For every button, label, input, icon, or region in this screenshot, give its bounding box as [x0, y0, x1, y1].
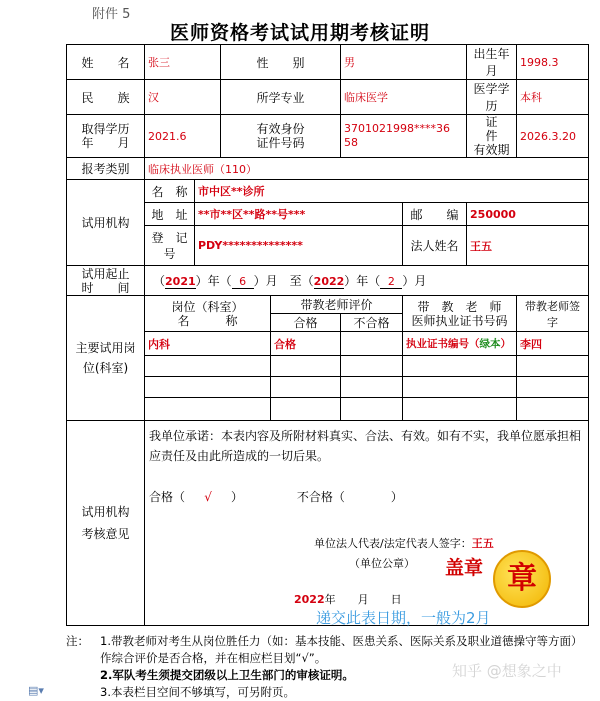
inst-name-label: 名 称	[145, 180, 195, 203]
major-label: 所学专业	[221, 80, 341, 115]
degree-date-label	[67, 115, 145, 158]
fail-cell	[341, 398, 403, 421]
period-label-1: 试用起止	[81, 266, 130, 281]
opinion-label-2: 考核意见	[81, 527, 130, 541]
start-month: 6	[232, 275, 254, 289]
cert-green: 绿本	[479, 338, 501, 350]
positions-label: 主要试用岗位(科室)	[67, 296, 145, 421]
cert-header-2: 医师执业证书号码	[411, 313, 508, 328]
verdict-row	[149, 488, 584, 505]
dept-cell	[145, 398, 271, 421]
name-value: 张三	[145, 45, 221, 80]
pass-cell	[271, 377, 341, 398]
period-sep-1: ）年（	[195, 274, 232, 288]
valid-value: 2026.3.20	[517, 115, 589, 158]
degree-date-label-2: 年 月	[81, 136, 130, 150]
valid-label-2: 有效期	[473, 143, 510, 157]
postcode-value: 250000	[467, 203, 589, 226]
note-3: 3.本表栏目空间不够填写，可另附页。	[100, 685, 295, 699]
cert-header-1: 带 教 老 师	[417, 299, 502, 314]
note-2: 2.军队考生须提交团级以上卫生部门的审核证明。	[100, 668, 354, 682]
pass-close: ）	[231, 490, 244, 504]
period-value	[145, 266, 589, 296]
sign-cell	[517, 356, 589, 377]
pass-cell: 合格	[271, 332, 341, 356]
cert-prefix: 执业证书编号（	[406, 338, 480, 350]
fail-header: 不合格	[341, 314, 403, 332]
exam-type-value: 临床执业医师（110）	[145, 158, 589, 180]
rep-sign-row	[149, 535, 584, 551]
seal-label: （单位公章）	[349, 557, 415, 570]
fail-cell	[341, 377, 403, 398]
table-row	[67, 377, 589, 398]
exam-type-label: 报考类别	[67, 158, 145, 180]
cert-cell	[403, 398, 517, 421]
rep-sign-label: 单位法人代表/法定代表人签字：	[314, 537, 472, 550]
id-label-2: 证件号码	[256, 136, 305, 150]
opinion-date-rest: 年 月 日	[324, 593, 402, 606]
id-value	[341, 115, 467, 158]
valid-label	[467, 115, 522, 158]
sign-cell: 李四	[517, 332, 589, 356]
period-sep-2: ）月 至（	[253, 274, 314, 288]
pass-header: 合格	[271, 314, 341, 332]
table-row	[67, 356, 589, 377]
page-title: 医师资格考试试用期考核证明	[169, 22, 430, 44]
opinion-label	[67, 421, 145, 626]
fail-cell	[341, 356, 403, 377]
major-value: 临床医学	[341, 80, 467, 115]
postcode-label: 邮 编	[403, 203, 467, 226]
institution-label: 试用机构	[67, 180, 145, 266]
fail-option-label: 不合格（	[296, 490, 345, 504]
sign-cell	[517, 398, 589, 421]
degree-date-value: 2021.6	[145, 115, 221, 158]
name-label: 姓 名	[67, 45, 145, 80]
document-icon: ▤▾	[28, 684, 44, 697]
cert-cell	[403, 377, 517, 398]
reg-label-1: 登 记	[151, 230, 188, 245]
valid-label-1: 证 件	[485, 115, 522, 143]
watermark-text: 知乎 @想象之中	[452, 662, 562, 680]
reg-label-2: 号	[163, 246, 176, 261]
fail-close: ）	[390, 490, 403, 504]
pledge-text: 我单位承诺：本表内容及所附材料真实、合法、有效。如有不实，我单位愿承担相应责任及由此所造成的一切后果。	[149, 429, 582, 463]
id-value-2: 58	[344, 136, 359, 149]
dept-header-2: 名 称	[177, 313, 238, 328]
submission-date-note: 递交此表日期，一般为2月	[316, 609, 491, 627]
sign-header: 带教老师签字	[517, 296, 589, 332]
inst-addr-value: **市**区**路**号***	[195, 203, 403, 226]
inst-addr-label: 地 址	[145, 203, 195, 226]
id-label	[221, 115, 341, 158]
period-open: （	[153, 274, 166, 288]
period-sep-4: ）月	[402, 274, 427, 288]
ethnic-label: 民 族	[67, 80, 145, 115]
annex-label: 附件 5	[92, 7, 131, 22]
dept-header-1: 岗位（科室）	[171, 299, 244, 314]
start-year: 2021	[165, 275, 196, 288]
dept-cell	[145, 377, 271, 398]
pass-cell	[271, 356, 341, 377]
cert-header	[403, 296, 517, 332]
period-sep-3: ）年（	[344, 274, 381, 288]
fail-cell	[341, 332, 403, 356]
pass-option-label: 合格（	[149, 490, 186, 504]
stamp-icon: 章	[493, 550, 551, 608]
dob-value: 1998.3	[517, 45, 589, 80]
note-1: 1.带教老师对考生从岗位胜任力（如：基本技能、医患关系、医际关系及职业道德操守等方面）作综合评价是否合格，并在相应栏目划“√”。	[100, 634, 583, 665]
id-value-1: 3701021998****36	[344, 122, 450, 135]
sign-cell	[517, 377, 589, 398]
end-month: 2	[380, 275, 402, 289]
id-label-1: 有效身份	[256, 122, 305, 136]
edu-value: 本科	[517, 80, 589, 115]
gender-label: 性 别	[221, 45, 341, 80]
cert-suffix: ）	[500, 338, 512, 350]
dept-header	[145, 296, 271, 332]
pass-check-mark: √	[204, 490, 212, 504]
opinion-date-year: 2022	[294, 593, 325, 606]
pass-cell	[271, 398, 341, 421]
table-row	[67, 398, 589, 421]
legal-value: 王五	[467, 226, 589, 266]
dob-label: 出生年月	[467, 45, 517, 80]
legal-label: 法人姓名	[403, 226, 467, 266]
edu-label: 医学学历	[467, 80, 517, 115]
exam-form-table	[66, 44, 589, 626]
dept-cell	[145, 356, 271, 377]
inst-name-value: 市中区**诊所	[195, 180, 589, 203]
period-label-2: 时 间	[81, 280, 130, 295]
rep-sign-value: 王五	[471, 537, 494, 550]
dept-cell: 内科	[145, 332, 271, 356]
seal-annotation: 盖章	[445, 557, 484, 579]
degree-date-label-1: 取得学历	[81, 122, 130, 136]
gender-value: 男	[341, 45, 467, 80]
notes-prefix: 注：	[66, 634, 89, 648]
reg-value: PDY**************	[195, 226, 403, 266]
reg-label	[145, 226, 195, 266]
table-row	[67, 332, 589, 356]
end-year: 2022	[313, 275, 345, 288]
opinion-label-1: 试用机构	[81, 505, 130, 519]
cert-cell	[403, 332, 517, 356]
cert-cell	[403, 356, 517, 377]
period-label	[67, 266, 145, 296]
ethnic-value: 汉	[145, 80, 221, 115]
eval-header: 带教老师评价	[271, 296, 403, 314]
